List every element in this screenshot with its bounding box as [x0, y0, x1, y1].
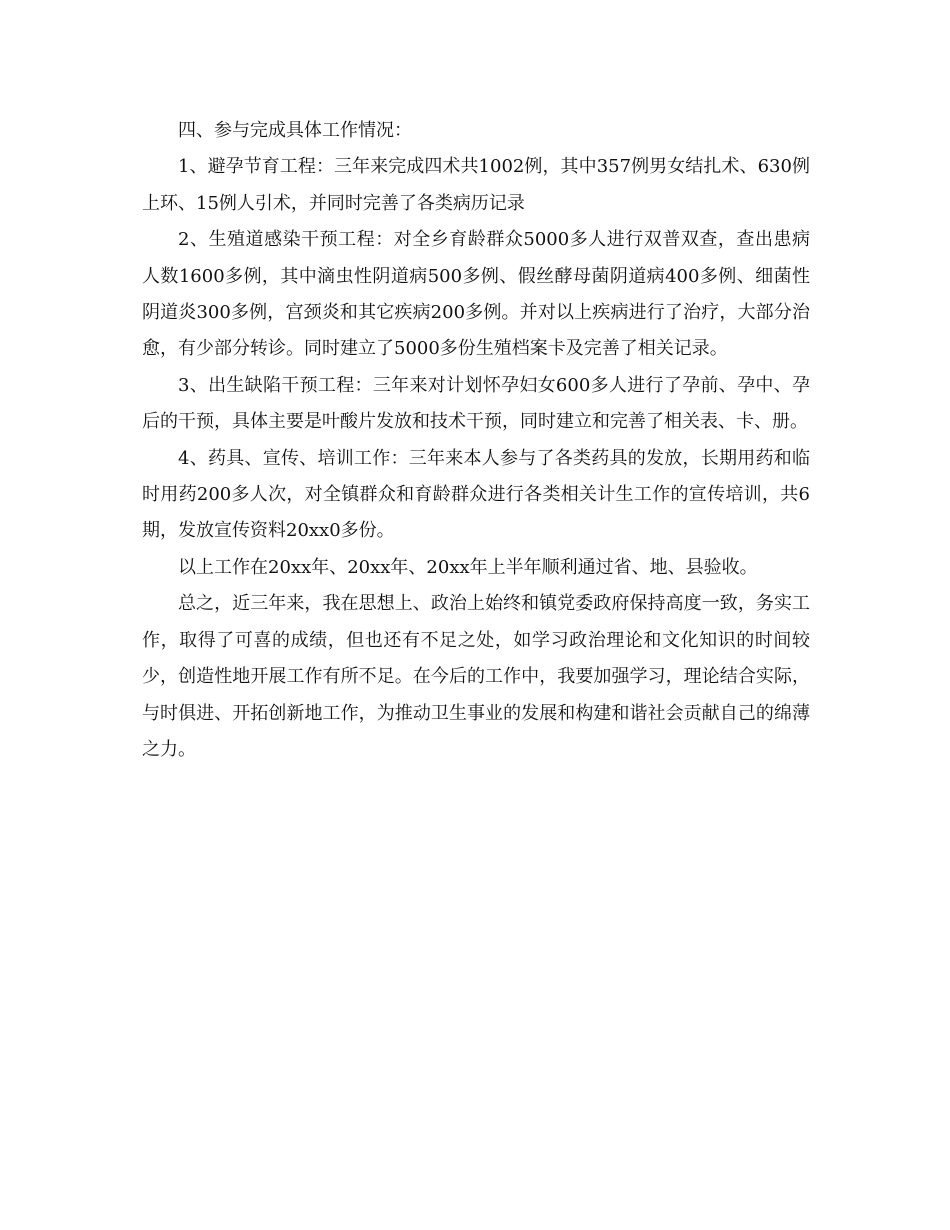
paragraph-summary: 总之，近三年来，我在思想上、政治上始终和镇党委政府保持高度一致，务实工作，取得了可喜的成绩，但也还有不足之处，如学习政治理论和文化知识的时间较少，创造性地开展工作有所不足。在今后的工作中，我要加强学习，理论结合实际，与时俱进、开拓创新地工作，为推动卫生事业的发展和构建和谐社会贡献自己的绵薄之力。 — [142, 593, 810, 760]
section-heading: 四、参与完成具体工作情况： — [178, 120, 412, 141]
paragraph-acceptance: 以上工作在20xx年、20xx年、20xx年上半年顺利通过省、地、县验收。 — [178, 556, 758, 578]
paragraph-infection-intervention: 2、生殖道感染干预工程：对全乡育龄群众5000多人进行双普双查，查出患病人数1600多例，其中滴虫性阴道病500多例、假丝酵母菌阴道病400多例、细菌性阴道炎300多例，宫颈炎和其它疾病200多例。并对以上疾病进行了治疗，大部分治愈，有少部分转诊。同时建立了5000多份生殖档案卡及完善了相关记录。 — [142, 229, 810, 360]
document-body — [142, 113, 810, 768]
paragraph-contraception: 1、避孕节育工程：三年来完成四术共1002例，其中357例男女结扎术、630例上环、15例人引术，并同时完善了各类病历记录 — [142, 156, 810, 214]
paragraph-medicine-training: 4、药具、宣传、培训工作：三年来本人参与了各类药具的发放，长期用药和临时用药200多人次，对全镇群众和育龄群众进行各类相关计生工作的宣传培训，共6期，发放宣传资料20xx0多份。 — [142, 447, 810, 542]
paragraph-birth-defect-intervention: 3、出生缺陷干预工程：三年来对计划怀孕妇女600多人进行了孕前、孕中、孕后的干预，具体主要是叶酸片发放和技术干预，同时建立和完善了相关表、卡、册。 — [142, 374, 810, 433]
